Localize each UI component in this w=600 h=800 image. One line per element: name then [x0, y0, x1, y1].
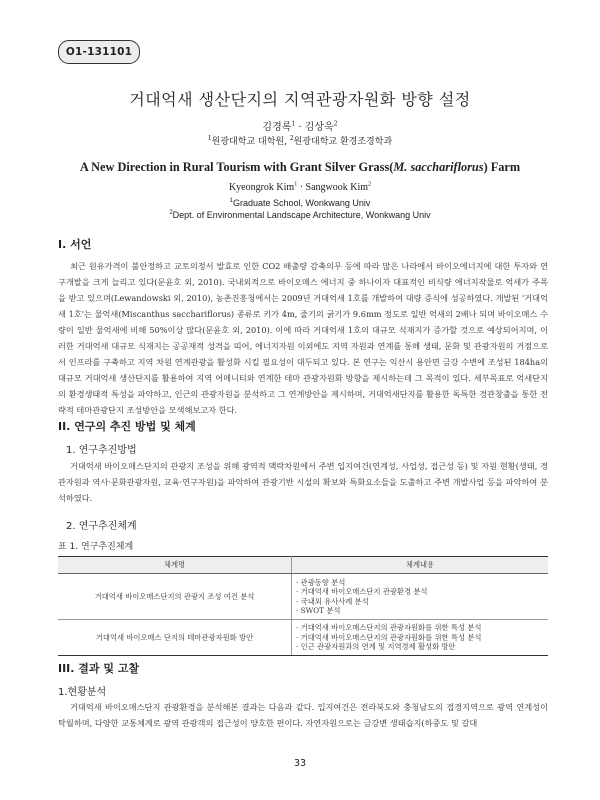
section-heading-methods: II. 연구의 추진 방법 및 체계	[58, 420, 196, 433]
table-cell-content	[292, 574, 549, 620]
table-header-content: 체계내용	[292, 557, 549, 574]
korean-title: 거대억새 생산단지의 지역관광자원화 방향 설정	[129, 90, 471, 109]
list-item: · 인근 관광자원과의 연계 및 지역경제 활성화 방안	[296, 642, 544, 652]
table-cell-name: 거대억새 바이오매스 단지의 테마관광자원화 방안	[58, 620, 292, 656]
paper-code-badge: O1-131101	[58, 40, 140, 64]
korean-authors: 김경록$^1$ · 김상욱$^2$	[262, 120, 338, 133]
methods-paragraph: 거대억새 바이오매스단지의 관광지 조성을 위해 광역적 맥락차원에서 주변 입지여건(연계성, 사업성, 접근성 등) 및 자원 현황(생태, 경관자원과 역사·문화관광자원, 교육·연구자원)을 파악하여 관광기반 시설의 확보와 특화요소들을 도출하고 주변 개발사업 등을 파악하여 분석하였다.	[58, 461, 548, 503]
author-2-kr: · 김상욱	[295, 122, 334, 133]
korean-affiliations: $^1$원광대학교 대학원, $^2$원광대학교 환경조경학과	[207, 135, 393, 147]
section-heading-introduction: I. 서언	[58, 238, 92, 251]
subsection-heading-framework: 2. 연구추진체계	[66, 521, 137, 532]
research-framework-table	[58, 556, 548, 656]
list-item: · 거대억새 바이오매스단지의 관광자원화를 위한 특성 분석	[296, 633, 544, 643]
section-heading-results: III. 결과 및 고찰	[58, 662, 140, 675]
author-1-kr: 김경록	[262, 122, 292, 133]
subsection-heading-method: 1. 연구추진방법	[66, 445, 137, 456]
english-authors: Kyeongrok Kim$^1$ · Sangwook Kim$^2$	[228, 181, 372, 193]
table-cell-content	[292, 620, 549, 656]
english-affiliation-2: $^2$Dept. of Environmental Landscape Architecture, Wonkwang Univ	[169, 210, 431, 220]
table-header-row	[58, 557, 548, 574]
table-header-name: 체계명	[58, 557, 292, 574]
table-row	[58, 620, 548, 656]
table-caption: 표 1. 연구추진체계	[58, 542, 134, 552]
list-item: · 거대억새 바이오매스단지 관광환경 분석	[296, 587, 544, 597]
list-item: · SWOT 분석	[296, 606, 544, 616]
list-item: · 관광동향 분석	[296, 578, 544, 588]
list-item: · 국내외 유사사례 분석	[296, 597, 544, 607]
results-paragraph: 거대억새 바이오매스단지 관광환경을 분석해본 결과는 다음과 같다. 입지여건은 전라북도와 충청남도의 접경지역으로 광역 연계성이 탁월하며, 다양한 교통체계로 광역 관광객의 접근성이 양호한 편이다. 자연자원으로는 금강변 생태습지(하중도 및 갈대	[58, 702, 548, 728]
introduction-paragraph: 최근 원유가격이 불안정하고 교토의정서 발효로 인한 CO2 배출량 감축의무 등에 따라 많은 나라에서 바이오에너지에 대한 투자와 연구개발을 크게 늘리고 있다(문윤호 외, 2010). 국내외적으로 바이오매스 에너지 중 하나이자 대표적인 비식량 에너지작물로 억새가 주목을 받고 있으며(Lewandowski 외, 2010), 농촌진흥청에서는 2009년 거대억새 1호를 개발하여 대량 증식에 성공하였다. 개발된 '거대억새 1호'는 물억새(Miscanthus sacchariflorus) 종류로 키가 4m, 줄기의 굵기가 9.6mm 정도로 일반 억새의 2배나 되며 바이오매스 수량이 일반 물억새에 비해 50%이상 많다(문윤호 외, 2010). 이에 따라 거대억새 1호의 대규모 식재지가 증가할 것으로 예상되어지며, 이러한 거대억새 대규모 식재지는 공공재적 성격을 띠어, 에너지자원 이외에도 지역 자원과 연계를 통해 생태, 문화 및 관광자원의 거점으로서 인프라를 구축하고 지역 차원 연계관광을 활성화 시킬 필요성이 대두되고 있다. 본 연구는 익산시 용안면 금강 수변에 조성된 184ha의 대규모 거대억새 생산단지를 활용하여 지역 어메니티와 연계한 테마 관광자원화 방향을 제시하는데 그 목적이 있다. 세부목표로 억새단지의 환경생태적 특성을 파악하고, 인근의 관광자원을 분석하고 그 연계방안을 제시하며, 거대억새단지를 활용한 독특한 경관창출을 통한 전략적 테마관광단지 조성방안을 모색해보고자 한다.	[58, 261, 548, 415]
english-title: A New Direction in Rural Tourism with Grant Silver Grass(M. sacchariflorus) Farm	[79, 160, 521, 174]
table-row	[58, 574, 548, 620]
table-cell-name: 거대억새 바이오매스단지의 관광지 조성 여건 분석	[58, 574, 292, 620]
list-item: · 거대억새 바이오매스단지의 관광자원화를 위한 특성 분석	[296, 623, 544, 633]
english-affiliation-1: $^1$Graduate School, Wonkwang Univ	[229, 198, 371, 208]
page-number: 33	[293, 758, 307, 769]
subsection-heading-status: 1.현황분석	[58, 687, 107, 698]
